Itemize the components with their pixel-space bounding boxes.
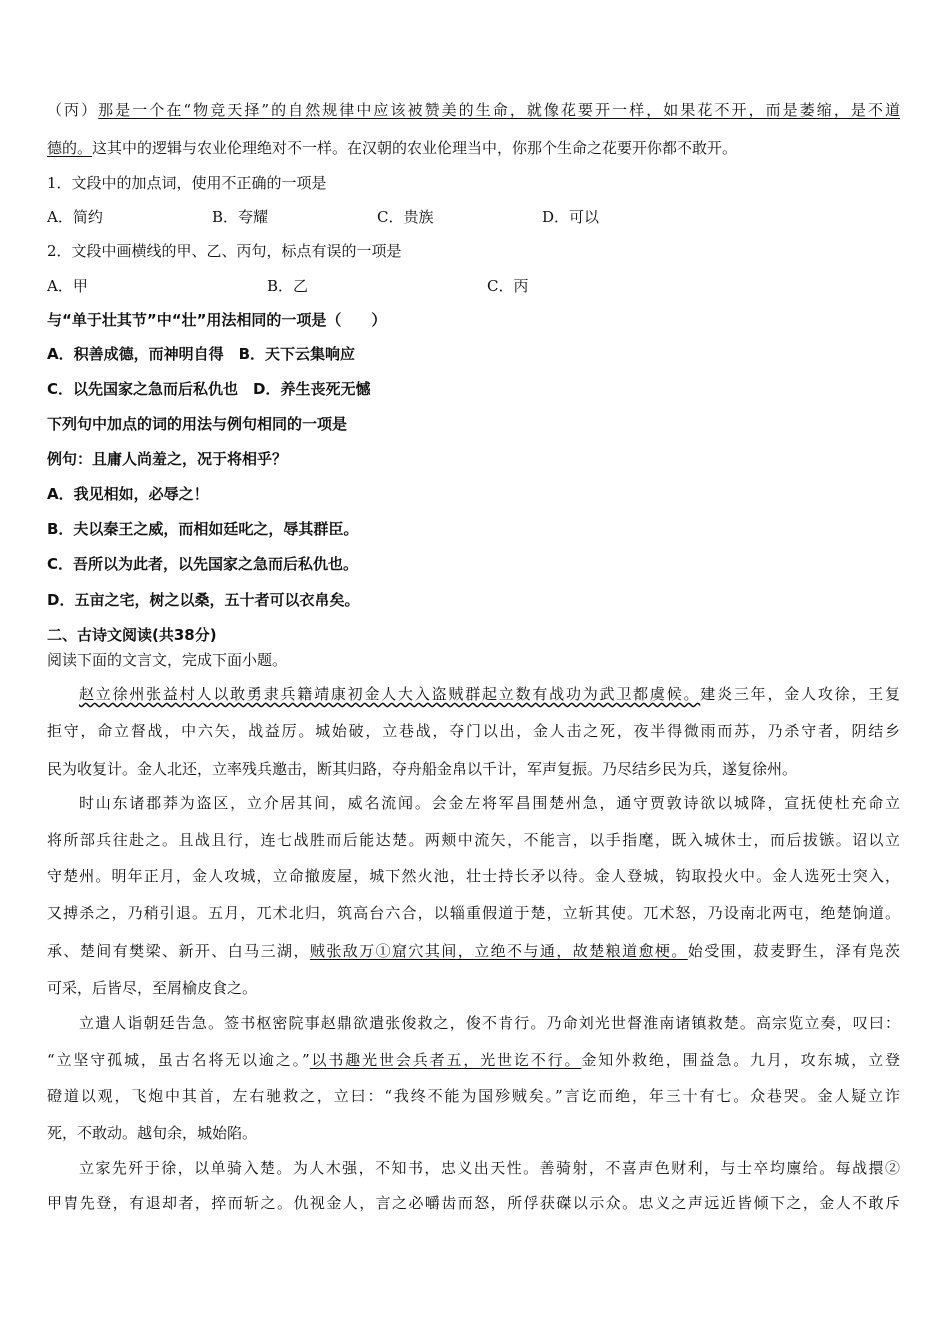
article-p4-line-1: 立家先歼于徐，以单骑入楚。为人木强，不知书，忠义出天性。善骑射，不喜声色财利，与士卒均廪给。每战擐② [79,1159,900,1177]
passage-bing-underlined: 那是一个在“物竞天择”的自然规律中应该被赞美的生命，就像花要开一样，如果花不开，而是萎缩，是不道 [98,101,900,119]
article-p3-line-3: 磴道以观，飞炮中其首，左右驰救之，立曰：“我终不能为国殄贼矣。”言讫而绝，年三十有七。众巷哭。金人疑立诈 [47,1087,900,1105]
unpunctuated-sentence: 赵立徐州张益村人以敢勇隶兵籍靖康初金人大入盗贼群起立数有战功为武卫都虞候。 [79,685,701,703]
question-3-stem: 与“单于壮其节”中“壮”用法相同的一项是（ ） [47,311,387,329]
text-run: “立坚守孤城，虽古名将无以逾之。” [47,1051,310,1069]
passage-bing-underlined-end: 德的。 [47,139,93,157]
text-run: 承、楚间有樊梁、新开、白马三湖， [47,942,310,960]
question-2-options [47,276,900,296]
article-p2-line-2: 将所部兵往赴之。且战且行，连七战胜而后能达楚。两颊中流矢，不能言，以手指麾，既入城休士，而后拔镞。诏以立 [47,831,900,849]
section-heading: 二、古诗文阅读(共38分) [47,626,217,644]
question-4-option-d: D．五亩之宅，树之以桑，五十者可以衣帛矣。 [47,591,360,609]
article-p1-line-2: 拒守，命立督战，中六矢，战益厉。城始破，立巷战，夺门以出，金人击之死，夜半得微雨而苏，乃杀守者，阴结乡 [47,722,900,740]
text-run: 建炎三年，金人攻徐，王复 [700,685,900,703]
passage-bing-line-1 [47,100,900,120]
passage-bing-label: （丙） [47,101,99,119]
article-p3-line-4: 死，不敢动。越旬余，城始陷。 [47,1124,258,1142]
article-p2-line-3: 守楚州。明年正月，金人攻城，立命撤废屋，城下然火池，壮士持长矛以待。金人登城，钩取投火中。金人选死士突入， [47,867,900,885]
text-run: 金知外救绝，围益急。九月，攻东城，立登 [581,1051,900,1069]
option: C．贵族 [377,208,434,226]
text-run: 始受围，菽麦野生，泽有凫茨 [687,942,900,960]
article-p2-line-6: 可采，后皆尽，至屑榆皮食之。 [47,979,258,997]
passage-bing-line-2 [47,138,737,158]
article-p1-line-1 [79,684,900,704]
section-instruction: 阅读下面的文言文，完成下面小题。 [47,651,288,669]
underlined-sentence: 以书趣光世会兵者五，光世讫不行。 [309,1051,582,1069]
passage-bing-rest: 这其中的逻辑与农业伦理绝对不一样。在汉朝的农业伦理当中，你那个生命之花要开你都不敢开。 [92,139,738,157]
question-4-stem: 下列句中加点的词的用法与例句相同的一项是 [47,415,348,433]
option: B．乙 [267,277,309,295]
question-4-option-b: B．夫以秦王之威，而相如廷叱之，辱其群臣。 [47,520,359,538]
article-p2-line-5 [47,941,900,961]
option: D．可以 [542,208,600,226]
question-4-option-a: A．我见相如，必辱之！ [47,485,209,503]
article-p3-line-2 [47,1050,900,1070]
question-2-stem: 2．文段中画横线的甲、乙、丙句，标点有误的一项是 [47,242,402,260]
question-1-options [47,207,900,227]
article-p2-line-4: 又搏杀之，乃稍引退。五月，兀术北归，筑高台六合，以辎重假道于楚，立斩其使。兀术怒，乃设南北两屯，绝楚饷道。 [47,904,900,922]
question-3-options-ab: A．积善成德，而神明自得 B．天下云集响应 [47,345,356,363]
article-p4-line-2: 甲胄先登，有退却者，捽而斩之。仇视金人，言之必嚼齿而怒，所俘获磔以示众。忠义之声远近皆倾下之，金人不敢斥 [47,1194,900,1212]
option: C．丙 [487,277,529,295]
article-p1-line-3: 民为收复计。金人北还，立率残兵邀击，断其归路，夺舟船金帛以千计，军声复振。乃尽结乡民为兵，遂复徐州。 [47,760,798,778]
question-4-option-c: C．吾所以为此者，以先国家之急而后私仇也。 [47,555,359,573]
question-3-options-cd: C．以先国家之急而后私仇也 D．养生丧死无憾 [47,380,371,398]
option: A．简约 [47,208,103,226]
article-p3-line-1: 立遣人诣朝廷告急。签书枢密院事赵鼎欲遣张俊救之，俊不肯行。乃命刘光世督淮南诸镇救楚。高宗览立奏，叹曰： [79,1014,900,1032]
question-1-stem: 1．文段中的加点词，使用不正确的一项是 [47,174,327,192]
article-p2-line-1: 时山东诸郡莽为盗区，立介居其间，威名流闻。会金左将军昌围楚州急，通守贾敦诗欲以城降，宣抚使杜充命立 [79,794,900,812]
option: B．夸耀 [212,208,269,226]
option: A．甲 [47,277,88,295]
underlined-sentence: 贼张敌万①窟穴其间，立绝不与通，故楚粮道愈梗。 [309,942,688,960]
question-4-example: 例句：且庸人尚羞之，况于将相乎？ [47,450,288,468]
